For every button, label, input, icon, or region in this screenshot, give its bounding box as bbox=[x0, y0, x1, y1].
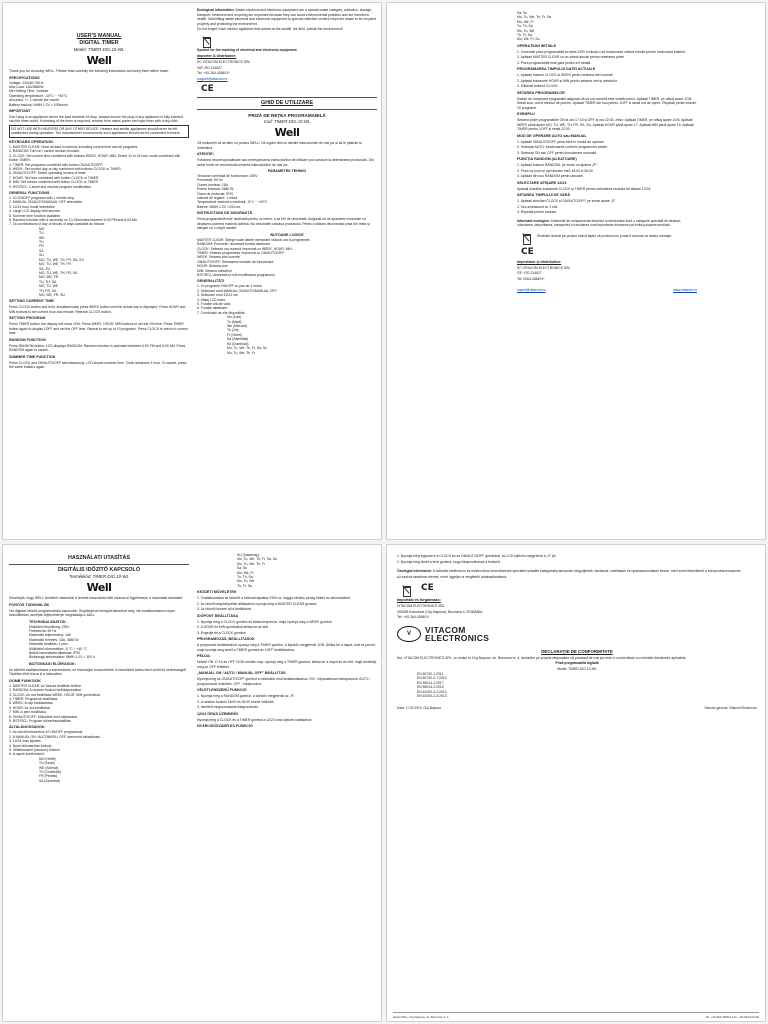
vitacom-mark-icon: V bbox=[397, 626, 421, 642]
list-item: MO, WE, FR bbox=[39, 275, 59, 280]
list-item: 2. Apăsați MASTER CLEAR cu un obiect ascuțit pentru resetarea prizei. bbox=[517, 55, 625, 60]
page-romanian-operations bbox=[386, 2, 766, 540]
list-item: Tu, Th, Sa bbox=[237, 575, 253, 580]
ro-summer-heading: SETAREA TIMPULUI DE VARĂ bbox=[517, 193, 570, 198]
en-days-list bbox=[39, 227, 189, 298]
en-functions-heading: GENERAL FUNCTIONS bbox=[9, 191, 50, 195]
eco-note: Do not forget! Each electric appliance that arrives at the landfill, the field, pollute the environment! bbox=[197, 27, 343, 31]
list-item: MIN: Setarea minutelor. bbox=[197, 268, 233, 273]
list-item: Sa, Su bbox=[237, 566, 248, 571]
ro-buttons-heading: BUTOANE LOGICE bbox=[270, 232, 304, 237]
en-summer-text: Press CLOCK and ON/AUTO/OFF simultaneously, LCD shows summer time. Clock advances 1 hour. To cancel, press the same buttons again. bbox=[9, 360, 187, 370]
hu-product-title: DIGITÁLIS IDŐZÍTŐ KAPCSOLÓ bbox=[57, 567, 141, 573]
ro-intro-text: Vă mulțumim că ați ales un produs WELL! Vă rugăm citiți cu atenție instrucțiunile de mai jos și să le păstrați la îndemână. bbox=[197, 141, 362, 150]
list-item: 4. TIMER: Set programs combined with button ON/AUTO/OFF. bbox=[9, 162, 104, 167]
list-item: 2. RANDOM: Turn on / cancel random function. bbox=[9, 149, 81, 154]
list-item: RANDOM: Pornește / anulează funcția aleatoare. bbox=[197, 242, 272, 247]
list-item: Max Load: 16A/3680W bbox=[9, 84, 44, 89]
list-item: MO bbox=[39, 226, 45, 231]
list-item: EN 61000-3-2:2014 bbox=[417, 689, 447, 694]
list-item: 3. Engedje fel a CLOCK gombot. bbox=[197, 630, 247, 635]
hu-right-column bbox=[397, 545, 757, 1021]
hu-eco-text: A hulladék elektromos és elektronikus berendezések speciális hulladék kategóriába tartoznak; begyűjtésük, tárolásuk, szállításuk és újrahasznosításuk fontos, mert ezzel elkerülhető a környezetszennyezés. bbox=[432, 569, 742, 573]
list-item: 8. ON/AUTO/OFF: Működési mód választása. bbox=[9, 714, 78, 719]
importer-line: SC VITACOM ELECTRONICS SRL bbox=[197, 60, 251, 64]
hu-general-list bbox=[9, 730, 189, 756]
list-item: HOUR: Setarea orei. bbox=[197, 264, 229, 269]
hu-column-left bbox=[9, 545, 189, 1021]
list-item: TU, TH, SA bbox=[39, 279, 57, 284]
ro-product-title: PRIZĂ DE REȚEA PROGRAMABILĂ bbox=[248, 113, 326, 118]
list-item: 3. 12/24 órás kijelzés. bbox=[9, 739, 42, 744]
en-program-heading: SETTING PROGRAM bbox=[9, 316, 46, 321]
list-item: 1. Nyomja meg a RANDOM gombot, a kijelzőn megjelenik az „R”. bbox=[197, 694, 296, 699]
list-item: 1. Apăsați butonul RANDOM, pe ecran va apărea „R”. bbox=[517, 163, 598, 168]
list-item: EN 61000-3-3:2013 bbox=[417, 694, 447, 699]
hu-manual-title: HASZNÁLATI UTASÍTÁS bbox=[67, 555, 131, 561]
hu-mode12-heading: 12/24 ÓRÁS ÜZEMMÓD bbox=[197, 711, 238, 716]
symbol-label: Symbol for the marking of electrical and electronic equipment bbox=[197, 47, 297, 52]
ro-example-text: Setarea prizei programabile ON la ora 17:15 și OFF la ora 22:30, zilnic: Apăsați TIMER, pe afișaj apare 1ON. Apăsați WEEK până apare MO, TU, WE, TH, FR, SA, SU. Apăsați HOUR până apare 17. Apăsați MIN până apare 15. Apăsați TIMER pentru 1OFF și setați 22:30. bbox=[517, 118, 694, 132]
list-item: 1. MASTER CLEAR: Az összes beállítás törlése. bbox=[9, 683, 82, 688]
standards-list bbox=[417, 672, 757, 698]
list-item: Mo, Tu, We, Th, Fr bbox=[237, 561, 266, 566]
list-item: SU (Vasárnap) bbox=[237, 553, 260, 557]
list-item: MO (Hétfő) bbox=[39, 756, 56, 761]
list-item: 3. Apăsați din nou RANDOM pentru anulare. bbox=[517, 174, 584, 179]
list-item: RST/RCL: Anulează și reia modificarea programului. bbox=[197, 273, 276, 277]
list-item: Battery backup: NiMH 1.2V > 100hours bbox=[9, 102, 68, 107]
list-item: 5. WEEK: A nap kiválasztása. bbox=[9, 701, 54, 706]
page-footer bbox=[393, 1012, 759, 1019]
hu-mode-text: Nyomja meg az ON/AUTO/OFF gombot a működési mód kiválasztásához: ON - folyamatosan bekapcsolva, AUTO - programozott működés, OFF - kikapcsolva. bbox=[197, 677, 371, 686]
list-item: Mo, We, Fr, Su bbox=[517, 37, 540, 42]
ro-guide-title: GHID DE UTILIZARE bbox=[260, 100, 314, 106]
list-item: Mo, Tu, We, Th, Fr, Sa, Su bbox=[237, 557, 278, 562]
en-setting-heading: SETTING CURRENT TIME bbox=[9, 299, 54, 304]
en-important-heading: IMPORTANT bbox=[9, 108, 31, 113]
list-item: TU bbox=[39, 231, 44, 236]
list-item: EN 60730-2-7:2010 bbox=[417, 676, 447, 681]
list-item: MO, TU, WE, TH, FR, SA, SU bbox=[39, 257, 84, 262]
list-item: Clasa de protecție: IP20 bbox=[197, 191, 234, 196]
list-item: Temperatură maximă a mediului: -5°C ~ +40°C bbox=[197, 200, 268, 205]
page-conformity bbox=[386, 544, 766, 1022]
hu-summer-heading: NYÁRI IDŐSZÁMÍTÁS FUNKCIÓ bbox=[197, 724, 253, 729]
hu-clock-heading: IDŐPONT BEÁLLÍTÁSA bbox=[197, 613, 239, 618]
list-item: Th, Fr, Sa bbox=[237, 583, 252, 588]
list-item: 1. Apăsați ON/AUTO/OFF, priza intră în modul de operare. bbox=[517, 139, 605, 144]
list-item: TH (Csütörtök) bbox=[39, 770, 62, 775]
hu-buttons-heading: GOMB FUNKCIÓK bbox=[9, 678, 41, 683]
ro-mode-heading: MOD DE OPERARE AUTO sau MANUAL bbox=[517, 133, 587, 138]
list-item: We (Miercuri) bbox=[227, 324, 248, 329]
list-item: SA, SU bbox=[39, 266, 51, 271]
list-item: 2. Selectați AUTO: funcționarea conform programelor setate. bbox=[517, 145, 608, 150]
ro-eco-text: Deșeurile de echipamente electrice și electronice sunt o categorie specială de deșeuri; colectarea, depozitarea, transportul și reciclarea sunt importante deoarece pot evita poluarea mediului. bbox=[517, 218, 681, 228]
list-item: Mo, We, Fr bbox=[517, 19, 534, 24]
en-model: Model: TIMER-DIG.10-WL bbox=[73, 47, 125, 52]
en-keyboard-heading: KEYBOARD OPERATION bbox=[9, 139, 53, 144]
hu-specs-list bbox=[29, 625, 189, 660]
list-item: 1. Nyomja meg a CLOCK gombot és tartsa lenyomva, majd nyomja meg a WEEK gombot. bbox=[197, 619, 333, 624]
list-item: WEEK: Setarea zilei curente. bbox=[197, 255, 241, 260]
hu-mode12-text: Nyomja meg a CLOCK és a TIMER gombot a 12/24 órás kijelzés váltásához. bbox=[197, 717, 313, 722]
importer-line: CIF: RO 214627 bbox=[517, 271, 542, 276]
ro-random-heading: FUNCȚIA RANDOM (ALEATOARE) bbox=[517, 157, 577, 162]
ro-functions-heading: GENERALITĂȚI bbox=[197, 279, 225, 284]
list-item: 1. Csatlakoztassa az időzítőt a hálózati aljzatba 230V-ra, hagyja néhány percig tölteni az akkumulátort. bbox=[197, 596, 351, 601]
list-item: 9. RST/RCL: Program törlés/visszaállítás. bbox=[9, 719, 72, 723]
conformity-model: Model: TIMER-DIG.10-WL bbox=[557, 666, 597, 671]
ro-days-list bbox=[227, 315, 377, 355]
list-item: TIMER: Setarea programelor împreună cu ON/AUTO/OFF. bbox=[197, 250, 285, 255]
hu-random-heading: VÉLETLENSZERŰ FUNKCIÓ bbox=[197, 688, 247, 693]
list-item: TU (Kedd) bbox=[39, 761, 55, 766]
list-item: Tensiune nominală de funcționare: 230V bbox=[197, 174, 258, 178]
ro-symbol-row bbox=[517, 229, 697, 244]
weee-bin-icon bbox=[521, 232, 531, 244]
en-product-title: DIGITAL TIMER bbox=[79, 40, 119, 46]
eco-heading: Ecological information: bbox=[197, 8, 235, 12]
list-item: 2. Az időzítő alaphelyzetbe állításához nyomja meg a MASTER CLEAR gombot. bbox=[197, 601, 318, 606]
conformity-product: Priză programabilă digitală bbox=[555, 661, 599, 665]
well-logo: Well bbox=[274, 126, 300, 139]
en-spec-heading: SPECIFICATIONS bbox=[9, 75, 40, 80]
ro-program-heading: PROGRAMAREA TIMPULUI DATEI ACTUALE bbox=[517, 67, 596, 72]
ro-setprog-text: Înainte de începerea programării asigurați-vă că ora curentă este setată corect. Apăsați TIMER, pe afișaj apare 1ON. Setați ziua, ora și minutul de pornire. Apăsați TIMER din nou pentru 1OFF și setați ora de oprire. Repetați pentru maxim 10 programe. bbox=[517, 96, 697, 110]
en-random-heading: RANDOM FUNCTION bbox=[9, 337, 46, 342]
list-item: Frekvencia: 50 Hz bbox=[29, 628, 57, 633]
list-item: MO, TU, WE, TH, FR bbox=[39, 262, 71, 267]
list-item: 2. Apăsați butoanele HOUR și MIN pentru setarea orei și minutelor. bbox=[517, 78, 618, 83]
ro-hour-text: Apăsați simultan butoanele CLOCK și TIMER pentru selectarea modului de afișare 12/24. bbox=[517, 186, 652, 191]
hu-eco-info bbox=[397, 569, 757, 574]
importer-line: 400495 Kolozsvár (Cluj-Napoca), Bucovina 4, ROMÂNIA bbox=[397, 609, 483, 614]
importer-line: VAT: RO 214627 bbox=[197, 65, 222, 70]
list-item: 4. TIMER: Programok beállítása. bbox=[9, 696, 59, 701]
list-item: 3. Repetați pentru anulare. bbox=[517, 210, 558, 215]
list-item: 2. MANUAL ON/AUTO/MANUAL OFF selectable. bbox=[9, 200, 83, 205]
list-item: 3. Selectați ON sau OFF pentru funcționare manuală. bbox=[517, 150, 598, 155]
hu-disclaimer: Az eszköz tartalmaz elemet, ezért ügyeljen a megfelelő ártalmatlanításra. bbox=[397, 574, 508, 579]
list-item: Mo (Luni) bbox=[227, 315, 242, 320]
en-column-left bbox=[9, 3, 189, 539]
list-item: Mo, Tu, We, Th, Fr bbox=[227, 350, 256, 355]
importer-line: VITACOM ELECTRONICS SRL bbox=[397, 604, 445, 608]
list-item: MASTER CLEAR: Șterge toate datele memorate inclusiv ora și programele. bbox=[197, 237, 311, 242]
ro-links-row bbox=[517, 287, 697, 294]
list-item: 2. A MANUÁL ON / AUTOMATA / OFF üzemmód választható. bbox=[9, 734, 101, 739]
list-item: 7. MIN: A perc beállítása. bbox=[9, 710, 47, 715]
list-item: Maximális teljesítmény: 16A bbox=[29, 633, 72, 638]
list-item: Putere Maximă: 3680 W bbox=[197, 187, 234, 192]
list-item: WE bbox=[39, 235, 45, 240]
list-item: EN 55014-2:2015 bbox=[417, 685, 444, 690]
list-item: Voltage: 230VAC 50Hz bbox=[9, 80, 44, 85]
signature-right: Director general, Vitacom Electronics bbox=[704, 706, 757, 711]
ro-start-block bbox=[517, 50, 697, 294]
list-item: TH bbox=[39, 240, 44, 245]
hu-intro: Köszönjük, hogy WELL terméket választott! A termék használata előtt olvassa el figyelmesen a használati útmutatót. bbox=[9, 596, 184, 600]
hu-example-heading: PÉLDA: bbox=[197, 654, 211, 659]
list-item: Biztonsági akkumulátor: NiMH 1.2V > 100 h bbox=[29, 655, 95, 660]
list-item: 6. Random function with a randomly on 10-31minutes between 6:00 PM and 6:00 AM. bbox=[9, 218, 138, 223]
list-item: 6. A napok kombinációi: bbox=[9, 752, 45, 757]
list-item: Operating temperature: -10°C ~ +40°C bbox=[9, 93, 68, 98]
hu-safety-heading: BIZTONSÁGI ELŐÍRÁSOK: bbox=[29, 661, 76, 666]
list-item: 1. MASTER CLEAR: Clear all data in memory including current time and all programs. bbox=[9, 144, 139, 149]
website-link[interactable]: www.vitacom.ro bbox=[673, 288, 697, 293]
ro-buttons-list bbox=[197, 238, 377, 278]
ro-attention-heading: ATENȚIE! bbox=[197, 152, 214, 156]
hu-general-heading: ÁLTALÁNOSSÁGOK bbox=[9, 725, 45, 730]
list-item: 5. Summer time function available. bbox=[9, 213, 62, 218]
list-item: ON/AUTO/OFF: Selectarea modului de funcționare. bbox=[197, 259, 275, 264]
hu-main-text: Hol digitális időzítő programozható kapcsolók. Segítségével energiát takaríthat meg. Ne csatlakoztasson olyan készülékeket, amelyek teljesítménye meghaladja a 16A-t. bbox=[9, 608, 175, 617]
list-item: 5. Funcție oră de vară. bbox=[197, 302, 231, 307]
list-item: Mo, We, Fr bbox=[237, 570, 254, 575]
list-item: CLOCK: Setează ora curentă împreună cu WEEK, HOUR, MIN. bbox=[197, 246, 293, 251]
hu-program-heading: PROGRAMOZÁS, BEÁLLÍTÁSOK bbox=[197, 637, 255, 642]
list-item: Belsőt használatra alkalmas: IP20 bbox=[29, 650, 81, 655]
list-item: 2. Nyomja meg ismét a fenti gombot, hogy kikapcsolhassa a funkciót. bbox=[397, 559, 501, 564]
list-item: 2. A HOUR és MIN gombokkal állítsa be az időt. bbox=[197, 625, 269, 630]
list-item: Fr (Vineri) bbox=[227, 332, 243, 337]
list-item: MO, TU, WE bbox=[39, 284, 59, 289]
list-item: 4. Nyári időszámítás funkció. bbox=[9, 743, 53, 748]
list-item: 5. WEEK: Set current day or day combined with buttons CLOCK or TIMER. bbox=[9, 166, 122, 171]
ro-example-heading: EXEMPLU bbox=[517, 112, 535, 117]
list-item: 3. Az időzítő készen áll a beállításra. bbox=[197, 607, 252, 612]
vitacom-name-line1: VITACOM bbox=[425, 624, 466, 635]
list-item: 8. MIN: Set minute combined with button CLOCK or TIMER. bbox=[9, 180, 100, 185]
list-item: 5. Véletlenszerű (random) funkció. bbox=[9, 748, 61, 753]
list-item: 3. Selectare mod 12/24 ore. bbox=[197, 293, 239, 298]
list-item: Th (Joi) bbox=[227, 328, 239, 333]
importer-line: SC VITACOM ELECTRONICS SRL bbox=[517, 265, 571, 270]
importer-heading: Importer & distributor: bbox=[197, 54, 237, 58]
page-english-manual bbox=[2, 2, 382, 540]
conformity-text: Noi, VITACOM ELECTRONICS SRL, cu sediul în Cluj-Napoca, str. Bucovina nr. 4, declarăm pe propria răspundere că produsul de mai jos este în conformitate cu cerințele directivelor aplicabile. bbox=[397, 655, 687, 660]
list-item: 2. A random funkció 18:00 és 06:00 között működik. bbox=[197, 699, 275, 704]
list-item: Mo, Tu, We, Th, Fr, Sa, Su bbox=[227, 346, 268, 351]
ro-importer-heading: Importator și distribuitor: bbox=[517, 259, 562, 264]
list-item: 1. Az időzítő felszerelve 10 ON/OFF programmal. bbox=[9, 730, 84, 735]
list-item: 1. Nyomja meg egyszerre a CLOCK és az ON/AUTO/OFF gombokat. Az LCD kijelzőn megjelenik a „S” jel. bbox=[397, 554, 557, 558]
hu-column-right bbox=[197, 545, 377, 1021]
en-intro: Thank you for choosing WELL. Please read carefully the following instructions and keep them within reach. bbox=[9, 69, 170, 73]
ro-hour-heading: SELECTARE AFIȘARE 12/24 bbox=[517, 180, 567, 185]
list-item: Tu, Th, Sa bbox=[517, 24, 533, 29]
list-item: Baterie: NiMH 1.2V >100 ore bbox=[197, 204, 241, 209]
list-item: Sa, Su bbox=[517, 11, 528, 15]
list-item: 9. RST/RCL: Cancel and resume program modification. bbox=[9, 184, 93, 189]
list-item: 1. Apăsați butonul CLOCK și WEEK pentru setarea zilei curente. bbox=[517, 73, 614, 78]
list-item: 3. CLOCK: Az óra beállítása WEEK, HOUR, MIN gombokkal. bbox=[9, 692, 101, 697]
list-item: MO, TU, WE, TH, FR, SA bbox=[39, 270, 78, 275]
vitacom-name-line2: ELECTRONICS bbox=[425, 632, 490, 643]
list-item: FR bbox=[39, 244, 44, 249]
list-item: WE (Szerda) bbox=[39, 765, 59, 770]
hu-eco-heading: Ökológiai információ: bbox=[397, 569, 432, 573]
ro-safety-heading: INSTRUCȚIUNI DE SIGURANȚĂ bbox=[197, 211, 253, 216]
en-keyboard-list bbox=[9, 145, 189, 189]
ro-model: Cod: TIMER-DIG.10-WL bbox=[263, 119, 311, 124]
en-program-text: Press TIMER button, the display will show 1ON. Press WEEK, HOUR, MIN buttons to set the ON time. Press TIMER button again to display 1OFF and set the OFF time. Repeat to set up to 10 programs. Press CLOCK to return to current time. bbox=[9, 322, 188, 336]
list-item: EN 60730-1:2011 bbox=[417, 672, 444, 676]
list-item: 7. 16 combinations of day or blocks of days available as follows: bbox=[9, 222, 106, 227]
hu-days-cont-list bbox=[237, 553, 377, 588]
weee-bin-icon bbox=[201, 35, 211, 47]
en-important-text: Don't plug in an appliance where the load exceeds 16 Amp. Always ensure the plug of any appliance is fully inserted into the timer outlet. If cleaning of the timer is required, remove from mains power and wipe timer with a dry cloth. bbox=[9, 114, 183, 124]
conformity-title: DECLARAȚIE DE CONFORMITATE bbox=[541, 648, 613, 654]
list-item: 2. Selectare mod MANUAL ON/AUTO/MANUAL OFF. bbox=[197, 288, 278, 293]
list-item: 7. Combinații de zile disponibile: bbox=[197, 310, 246, 315]
hu-model: Termékkód: TIMER-DIG.10-WL bbox=[69, 574, 129, 579]
list-item: SA (Szombat) bbox=[39, 778, 60, 783]
list-item: Curent nominal: 16A bbox=[197, 182, 228, 187]
list-item: TH, FR, SA bbox=[39, 288, 57, 293]
ro-params-heading: PARAMETRII TEHNICI bbox=[267, 169, 307, 173]
list-item: Min Setting Time: 1minute bbox=[9, 89, 49, 94]
list-item: MO, WE, FR, SU bbox=[39, 292, 65, 297]
eco-info bbox=[197, 8, 377, 26]
hu-importer-heading: Importáló és forgalmazó: bbox=[397, 598, 441, 602]
ro-intro-column bbox=[197, 3, 377, 539]
divider bbox=[197, 109, 377, 110]
list-item: 6. ON/AUTO/OFF: Select operating modes of timer. bbox=[9, 171, 87, 176]
list-item: Mo, Tu, We bbox=[517, 28, 535, 33]
list-item: 7. HOUR: Set hour combined with button CLOCK or TIMER. bbox=[9, 175, 100, 180]
hu-program-text: A programok beállításához nyomja meg a TIMER gombot. A kijelzőn megjelenik 1ON. Állítsa be a napot, órát és percet, majd nyomja meg ismét a TIMER gombot az 1OFF beállításához. bbox=[197, 643, 376, 652]
divider bbox=[9, 564, 189, 565]
en-functions-list bbox=[9, 196, 189, 227]
list-item: 3. Ismételt megnyomással kikapcsolható. bbox=[197, 705, 259, 710]
hu-start-heading: KEZDETI MŰVELETEK bbox=[197, 590, 237, 595]
list-item: Th, Fr, Sa bbox=[517, 33, 532, 38]
list-item: Accuracy: +/- 1 minute per month bbox=[9, 98, 60, 103]
list-item: 1. 10 ON/OFF programs with 1 minute step. bbox=[9, 196, 75, 200]
list-item: 1. Conectați priza programabilă la rețea 230V și lăsați-o să funcționeze câteva minute pentru încărcarea bateriei. bbox=[517, 49, 686, 54]
list-item: Sa (Sâmbătă) bbox=[227, 337, 248, 342]
ro-attention-text: Folosirea necorespunzătoare sau nerespectarea instrucțiunilor de utilizare pot conduce la deteriorarea produsului. Din acest motiv se recomandă urmarea instrucțiunilor de mai jos. bbox=[197, 158, 374, 167]
list-item: Interval de reglare: 1 minut bbox=[197, 196, 238, 201]
importer-line: Tel: +40-264-438401* bbox=[197, 71, 230, 75]
list-item: 2. RANDOM: A random funkció be/kikapcsolása. bbox=[9, 688, 82, 693]
ce-mark-icon: CE bbox=[421, 583, 434, 593]
list-item: 1. 10 programe ON/OFF cu pas de 1 minut. bbox=[197, 284, 263, 289]
en-spec-list bbox=[9, 81, 189, 107]
hu-marks-row bbox=[397, 580, 757, 596]
divider bbox=[197, 97, 377, 98]
list-item: 3. Priza programabilă este gata pentru a fi setată. bbox=[517, 60, 592, 65]
ro-params-list bbox=[197, 174, 377, 209]
weee-bin-icon bbox=[401, 584, 411, 596]
importer-line: Tel: 0264-438401* bbox=[517, 276, 545, 281]
eco-text: Waste electrical and electronic equipment are a special waste category, collection, storage, transport, treatment and recycling are important because they can avoid environmental pollution and are harmful to health. Submitting waste electrical and electronic equipment to special collection centers helps the waste to be recycled properly and protecting the environment. bbox=[197, 8, 377, 26]
ro-symbol-label: Simbolul ilustrat pe produs indică faptul că produsul nu poate fi aruncat ca deșeu menajer. bbox=[537, 234, 673, 239]
importer-line: Tel: +40-264-438401* bbox=[397, 615, 430, 619]
ro-setprog-heading: SETAREA PROGRAMELOR bbox=[517, 90, 565, 95]
list-item: SA bbox=[39, 248, 44, 253]
list-item: Su (Duminică) bbox=[227, 341, 249, 346]
list-item: FR (Péntek) bbox=[39, 774, 58, 779]
en-summer-heading: SUMMER TIME FUNCTION bbox=[9, 354, 56, 359]
en-manual-title: USER'S MANUAL bbox=[76, 33, 122, 39]
ce-mark-icon: CE bbox=[201, 84, 214, 94]
list-item: 2. Priza va porni și opri aleator între 18:00 și 06:00. bbox=[517, 168, 594, 173]
ce-mark-icon: CE bbox=[521, 246, 534, 257]
list-item: 6. Funcție aleatoare. bbox=[197, 306, 228, 311]
ro-ops-column bbox=[397, 3, 757, 539]
page-hungarian-manual bbox=[2, 544, 382, 1022]
list-item: 2. Ora avansează cu 1 oră. bbox=[517, 204, 558, 209]
list-item: 3. CLOCK: Set current time combined with buttons WEEK, HOUR, MIN. Select 12 or 24 hour mode combined with button TIMER. bbox=[9, 153, 181, 163]
list-item: 3. Eliberați butonul CLOCK. bbox=[517, 84, 559, 89]
list-item: Maximális terhelés: 16A, 3680 W bbox=[29, 637, 79, 642]
list-item: 4. Afișaj LCD mare. bbox=[197, 297, 227, 302]
list-item: Tu (Marți) bbox=[227, 319, 242, 324]
list-item: Működési feszültség: 230V bbox=[29, 624, 70, 629]
list-item: 6. HOUR: Az óra beállítása. bbox=[9, 705, 51, 710]
ro-eco-info bbox=[517, 219, 697, 228]
ro-functions-list bbox=[197, 284, 377, 315]
ro-days-cont-list bbox=[517, 11, 757, 42]
support-email-link[interactable]: suport@vitacom.ro bbox=[517, 288, 546, 293]
footer-right: Tel: +40-264-438401 Fax: +40-264-414130 bbox=[705, 1015, 759, 1019]
vitacom-name bbox=[425, 626, 489, 642]
en-warning-text: DO NOT USE WITH HEATERS OR ANY OTHER DEVICE. Heaters and similar appliances should never be left unattended during operation. The manufacturer recommends such appliances should not be connected to timers. bbox=[9, 125, 189, 138]
well-logo: Well bbox=[86, 581, 112, 594]
en-random-text: Press RANDOM button; LCD displays RANDOM. Random function is activated between 6:00 PM and 6:00 AM. Press RANDOM again to cancel. bbox=[9, 343, 186, 353]
list-item: Mo, Tu, We bbox=[237, 579, 255, 584]
signature-left: Data: 17.02.2019, Cluj-Napoca bbox=[397, 706, 441, 711]
hu-safety-text: Az időzítőt csatlakoztassa a konnektorba; ne használjon hosszabbítót. A készüléket tartsa távol víztől és nedvességtől. Tisztítás előtt húzza ki a hálózatból. bbox=[9, 667, 187, 677]
hu-days-list bbox=[39, 757, 189, 783]
hu-buttons-list bbox=[9, 684, 189, 724]
hu-example-text: Időzítő ON 17:15 és OFF 22:30 minden nap: nyomja meg a TIMER gombot, állítsa be a napot és az időt, majd ismételje meg az OFF értékkel. bbox=[197, 660, 377, 669]
list-item: 4. Large LCD display with second. bbox=[9, 209, 61, 214]
hu-mode-heading: „MANUÁL ON / AUTO / MANUÁL OFF” BEÁLLÍTÁS bbox=[197, 671, 286, 676]
vitacom-logo bbox=[397, 626, 757, 642]
list-item: Mo, Tu, We, Th, Fr, Sa bbox=[517, 15, 551, 20]
ro-start-heading: OPERAȚIUNI INIȚIALE bbox=[517, 43, 557, 48]
list-item: 3. 12/24 hour mode selectable. bbox=[9, 204, 56, 209]
signature-row bbox=[397, 706, 757, 710]
en-setting-text: Press CLOCK button and hold, simultaneously press WEEK button until the actual day is displayed. Press HOUR and MIN buttons to set current hour and minute. Release CLOCK button. bbox=[9, 305, 186, 314]
list-item: Minimális beállítás: 1 perc bbox=[29, 642, 69, 647]
hu-main-heading: FONTOS TUDNIVALÓK bbox=[9, 602, 50, 607]
ro-eco-heading: Informații ecologice: bbox=[517, 218, 551, 223]
list-item: Működési hőmérséklet: -5 °C ~ +40 °C bbox=[29, 646, 87, 651]
list-item: Frecvență: 50 Hz bbox=[197, 178, 223, 183]
hu-specs-heading: TECHNIKAI ADATOK: bbox=[29, 619, 67, 624]
list-item: EN 55014-1:2017 bbox=[417, 680, 444, 685]
list-item: SU bbox=[39, 253, 44, 258]
well-logo: Well bbox=[86, 54, 112, 67]
importer-email-link[interactable]: support@vitacom.ro bbox=[197, 76, 228, 81]
list-item: 1. Apăsați simultan CLOCK și ON/AUTO/OFF, pe ecran apare „S”. bbox=[517, 199, 617, 204]
footer-left: Head Office: Cluj-Napoca, str. Bucovina nr. 4 bbox=[393, 1015, 449, 1019]
ro-safety-text: Priza programabilă este destinată pentru uz intern, a se feri de umezeală. Asigurați-vă că aparatele conectate nu depășesc puterea maximă admisă. Nu deschideți carcasa produsului. Pentru curățare deconectați priza din rețea și ștergeți cu o cârpă uscată. bbox=[197, 217, 370, 231]
